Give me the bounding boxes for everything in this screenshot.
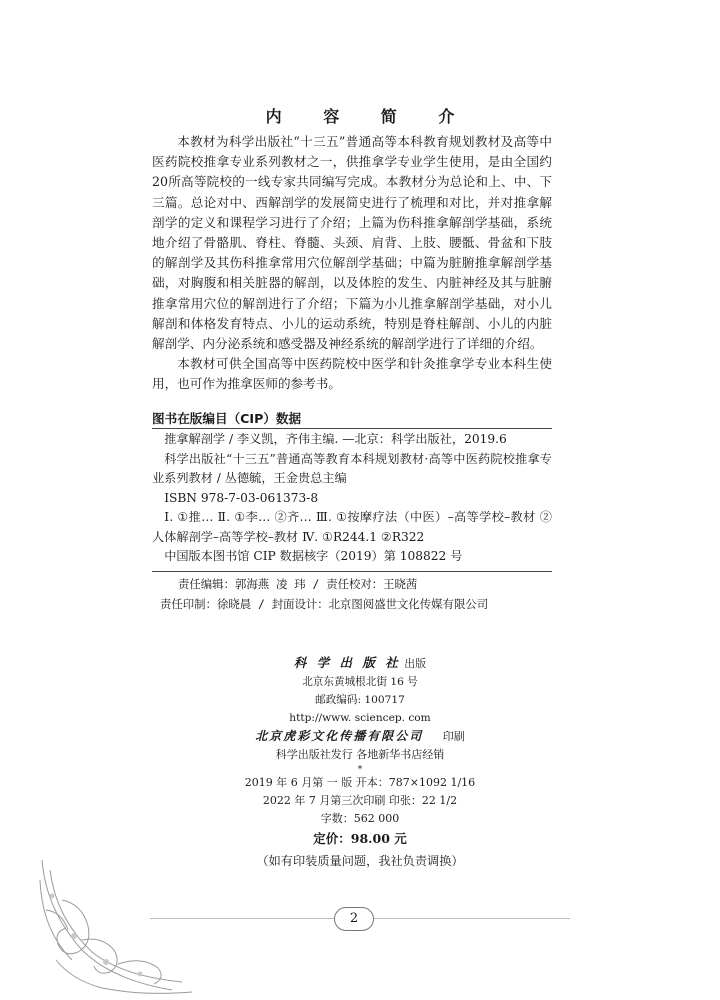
cip-line: 中国版本图书馆 CIP 数据核字（2019）第 108822 号 bbox=[164, 549, 463, 563]
edition-line: 2019 年 6 月第 一 版 开本：787×1092 1/16 bbox=[244, 776, 476, 789]
cip-top-rule bbox=[152, 428, 552, 429]
distribution-line: 科学出版社发行 各地新华书店经销 bbox=[275, 748, 445, 761]
editors-line: 责任编辑：郭海燕 凌 玮 / 责任校对：王晓茜 bbox=[178, 577, 418, 591]
cip-heading: 图书在版编目（CIP）数据 bbox=[152, 411, 302, 426]
page-title: 内 容 简 介 bbox=[265, 107, 473, 126]
printer-suffix: 印刷 bbox=[442, 730, 465, 743]
abstract-section bbox=[152, 132, 552, 395]
website: http://www. sciencep. com bbox=[289, 712, 431, 724]
abstract-paragraph: 本教材为科学出版社“十三五”普通高等本科教育规划教材及高等中医药院校推拿专业系列教材之一，供推拿学专业学生使用，是由全国约20所高等院校的一线专家共同编写完成。本教材分为总论和上、中、下三篇。总论对中、西解剖学的发展简史进行了梳理和对比，并对推拿解剖学的定义和课程学习进行了介绍；上篇为伤科推拿解剖学基础，系统地介绍了骨骼肌、脊柱、脊髓、头颈、肩背、上肢、腰骶、骨盆和下肢的解剖学及其伤科推拿常用穴位解剖学基础；中篇为脏腑推拿解剖学基础，对胸腹和相关脏器的解剖，以及体腔的发生、内脏神经及其与脏腑推拿常用穴位的解剖进行了介绍；下篇为小儿推拿解剖学基础，对小儿解剖和体格发育特点、小儿的运动系统，特别是脊柱解剖、小儿的内脏解剖学、内分泌系统和感受器及神经系统的解剖学进行了详细的介绍。 bbox=[152, 134, 552, 352]
editors-line: 责任印制：徐晓晨 / 封面设计：北京图阅盛世文化传媒有限公司 bbox=[160, 597, 489, 611]
cip-line: Ⅰ. ①推… Ⅱ. ①李… ②齐… Ⅲ. ①按摩疗法（中医）–高等学校–教材 ②人体解剖学–高等学校–教材 Ⅳ. ①R244.1 ②R322 bbox=[152, 510, 552, 544]
publisher-address: 北京东黄城根北街 16 号 bbox=[302, 676, 418, 688]
cip-line: ISBN 978-7-03-061373-8 bbox=[164, 490, 319, 505]
corner-ornament bbox=[22, 840, 242, 1000]
publisher-name: 科 学 出 版 社 bbox=[293, 655, 401, 670]
word-count: 字数：562 000 bbox=[320, 812, 400, 825]
editors-block bbox=[152, 574, 552, 614]
cip-bottom-rule bbox=[152, 571, 552, 572]
separator-star: * bbox=[357, 765, 363, 775]
cip-line: 推拿解剖学 / 李义凯，齐伟主编. —北京：科学出版社，2019.6 bbox=[164, 432, 507, 446]
postcode: 邮政编码: 100717 bbox=[315, 694, 405, 706]
page-number: 2 bbox=[334, 907, 374, 931]
imprint-block bbox=[0, 654, 720, 870]
printer-line bbox=[0, 727, 720, 746]
quality-notice: （如有印装质量问题，我社负责调换） bbox=[256, 854, 464, 868]
cip-line: 科学出版社“十三五”普通高等教育本科规划教材·高等中医药院校推拿专业系列教材 / 丛德毓，王金贵总主编 bbox=[152, 451, 552, 485]
price: 定价：98.00 元 bbox=[313, 831, 407, 846]
printing-line: 2022 年 7 月第三次印刷 印张：22 1/2 bbox=[262, 794, 458, 807]
cip-record bbox=[152, 430, 552, 567]
abstract-paragraph: 本教材可供全国高等中医药院校中医学和针灸推拿学专业本科生使用，也可作为推拿医师的参考书。 bbox=[152, 356, 552, 392]
printer-name: 北京虎彩文化传播有限公司 bbox=[255, 729, 424, 743]
publisher-suffix: 出版 bbox=[404, 657, 427, 670]
publisher-line bbox=[0, 654, 720, 673]
